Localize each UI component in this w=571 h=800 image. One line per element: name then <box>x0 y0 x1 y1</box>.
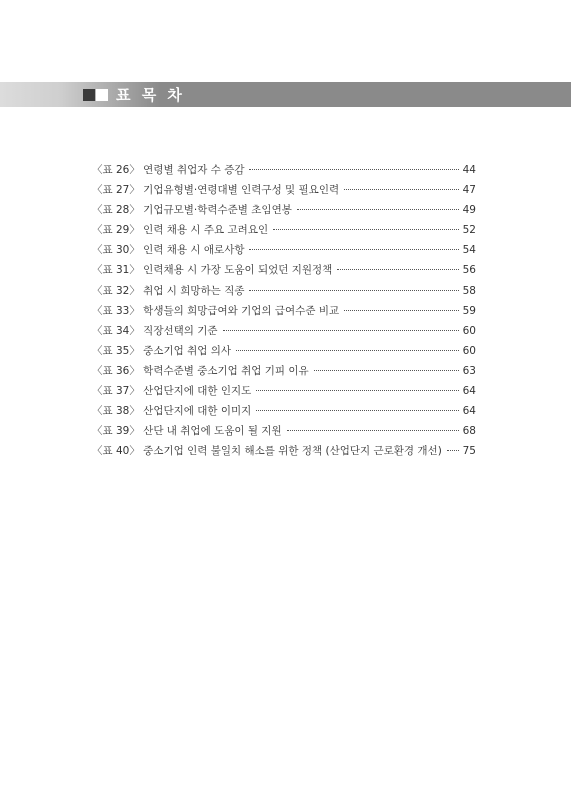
dot-leader <box>249 289 458 291</box>
toc-entry-label: 〈표 40〉 중소기업 인력 불일치 해소를 위한 정책 (산업단지 근로환경 개선) <box>92 445 442 458</box>
toc-entry-page: 56 <box>462 264 476 277</box>
toc-entry-label: 〈표 37〉 산업단지에 대한 인지도 <box>92 385 252 398</box>
toc-entry-page: 54 <box>462 244 476 257</box>
toc-entry-page: 44 <box>462 164 476 176</box>
toc-entry-label: 〈표 30〉 인력 채용 시 애로사항 <box>92 244 245 257</box>
toc-entry-label: 〈표 28〉 기업규모별·학력수준별 초임연봉 <box>92 204 292 217</box>
toc-entry-label: 〈표 34〉 직장선택의 기준 <box>92 324 218 337</box>
toc-entry-label: 〈표 27〉 기업유형별·연령대별 인력구성 및 필요인력 <box>92 184 340 197</box>
toc-entry-page: 68 <box>462 425 476 438</box>
dot-leader <box>344 309 459 311</box>
toc-entry-page: 52 <box>462 224 476 237</box>
dot-leader <box>337 268 458 270</box>
dot-leader <box>256 389 458 391</box>
toc-entry[interactable] <box>92 160 476 180</box>
toc-entry[interactable] <box>92 421 476 441</box>
dot-leader <box>314 369 459 371</box>
toc-entry-label: 〈표 39〉 산단 내 취업에 도움이 될 지원 <box>92 425 282 438</box>
header-squares-icon <box>83 88 108 102</box>
dot-leader <box>447 449 459 451</box>
toc-entry[interactable] <box>92 361 476 381</box>
toc-entry[interactable] <box>92 240 476 260</box>
toc-entry-page: 47 <box>462 184 476 197</box>
toc-entry[interactable] <box>92 321 476 341</box>
toc-entry-label: 〈표 35〉 중소기업 취업 의사 <box>92 344 231 357</box>
toc-entry[interactable] <box>92 260 476 280</box>
toc-entry[interactable] <box>92 341 476 361</box>
toc-entry[interactable] <box>92 381 476 401</box>
dot-leader <box>273 228 459 230</box>
toc-entry-page: 49 <box>462 204 476 217</box>
toc-entry-label: 〈표 38〉 산업단지에 대한 이미지 <box>92 405 252 418</box>
table-of-contents <box>92 160 476 461</box>
dot-leader <box>256 409 458 411</box>
toc-entry-label: 〈표 32〉 취업 시 희망하는 직종 <box>92 284 245 297</box>
toc-entry-page: 58 <box>462 284 476 297</box>
toc-entry[interactable] <box>92 401 476 421</box>
toc-entry-page: 60 <box>462 344 476 357</box>
toc-entry-label: 〈표 29〉 인력 채용 시 주요 고려요인 <box>92 224 269 237</box>
dot-leader <box>287 429 459 431</box>
dot-leader <box>223 329 459 331</box>
dot-leader <box>236 349 459 351</box>
toc-entry-label: 〈표 26〉 연령별 취업자 수 증감 <box>92 164 245 176</box>
toc-entry[interactable] <box>92 281 476 301</box>
dark-square-icon <box>83 89 95 101</box>
toc-entry[interactable] <box>92 220 476 240</box>
dot-leader <box>297 208 459 210</box>
toc-entry-page: 60 <box>462 324 476 337</box>
toc-entry[interactable] <box>92 441 476 461</box>
light-square-icon <box>96 89 108 101</box>
dot-leader <box>249 248 458 250</box>
dot-leader <box>249 168 458 170</box>
page-title: 표 목 차 <box>116 86 185 104</box>
toc-entry-page: 75 <box>462 445 476 458</box>
toc-entry[interactable] <box>92 301 476 321</box>
toc-entry-label: 〈표 31〉 인력채용 시 가장 도움이 되었던 지원정책 <box>92 264 333 277</box>
toc-entry[interactable] <box>92 200 476 220</box>
toc-entry-label: 〈표 36〉 학력수준별 중소기업 취업 기피 이유 <box>92 364 309 377</box>
dot-leader <box>344 188 459 190</box>
toc-entry-page: 64 <box>462 385 476 398</box>
toc-entry[interactable] <box>92 180 476 200</box>
toc-entry-page: 64 <box>462 405 476 418</box>
toc-entry-page: 63 <box>462 364 476 377</box>
toc-entry-page: 59 <box>462 304 476 317</box>
toc-entry-label: 〈표 33〉 학생들의 희망급여와 기업의 급여수준 비교 <box>92 304 340 317</box>
